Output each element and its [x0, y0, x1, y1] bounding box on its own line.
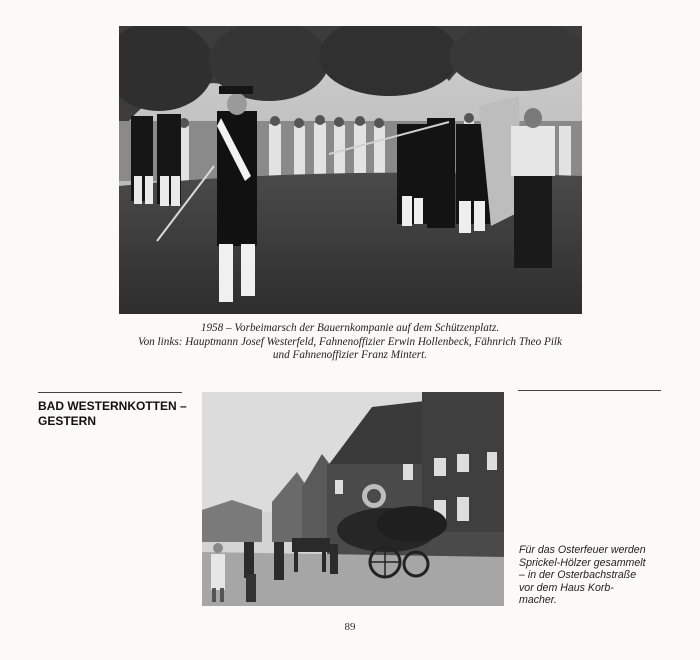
street-photo	[202, 392, 504, 606]
section-heading-line: BAD WESTERNKOTTEN –	[38, 399, 187, 413]
caption-line: und Fahnenoffizier Franz Mintert.	[272, 349, 428, 361]
parade-photo-caption	[100, 322, 600, 363]
caption-line: Von links: Hauptmann Josef Westerfeld, Fahnenoffizier Erwin Hollenbeck, Fähnrich Theo Pilk	[137, 335, 563, 348]
caption-line: Für das Osterfeuer werden	[519, 544, 646, 556]
section-rule-left	[38, 392, 182, 393]
page-number: 89	[344, 621, 356, 633]
section-rule-right	[518, 390, 661, 391]
caption-line: macher.	[519, 594, 557, 606]
caption-line: 1958 – Vorbeimarsch der Bauernkompanie auf dem Schützenplatz.	[200, 322, 500, 334]
street-photo-caption	[519, 544, 669, 607]
parade-photo	[119, 26, 582, 314]
caption-line: – in der Osterbachstraße	[519, 569, 637, 581]
section-heading-line: GESTERN	[38, 414, 97, 428]
section-heading	[38, 399, 188, 429]
caption-line: Sprickel-Hölzer gesammelt	[519, 556, 646, 569]
caption-line: vor dem Haus Korb-	[519, 581, 614, 594]
